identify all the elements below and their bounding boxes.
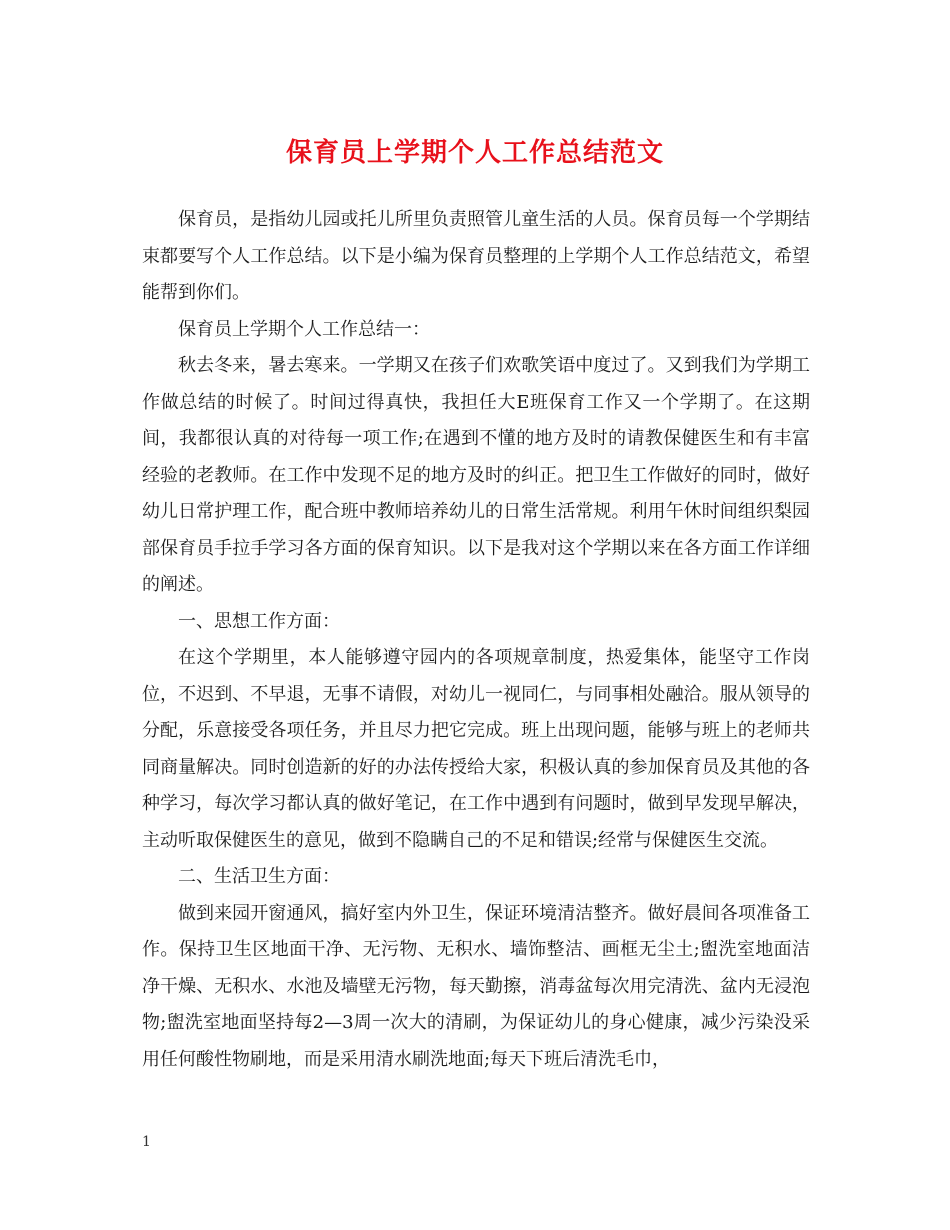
paragraph-heading-thought-work: 一、思想工作方面： — [178, 610, 340, 632]
page-number: 1 — [142, 1134, 151, 1150]
paragraph-hygiene: 做到来园开窗通风，搞好室内外卫生，保证环境清洁整齐。做好晨间各项准备工作。保持卫生区地面干净、无污物、无积水、墙饰整洁、画框无尘土;盥洗室地面洁净干燥、无积水、水池及墙壁无污物，每天勤擦，消毒盆每次用完清洗、盆内无浸泡物;盥洗室地面坚持每2—3周一次大的清刷，为保证幼儿的身心健康，减少污染没采用任何酸性物刷地，而是采用清水刷洗地面;每天下班后清洗毛巾， — [142, 902, 810, 1070]
document-body — [142, 202, 810, 1078]
paragraph-intro: 保育员，是指幼儿园或托儿所里负责照管儿童生活的人员。保育员每一个学期结束都要写个人工作总结。以下是小编为保育员整理的上学期个人工作总结范文，希望能帮到你们。 — [142, 209, 810, 303]
paragraph-heading-summary-one: 保育员上学期个人工作总结一： — [178, 318, 430, 340]
document-title: 保育员上学期个人工作总结范文 — [285, 138, 664, 168]
paragraph-heading-hygiene: 二、生活卫生方面： — [178, 866, 340, 887]
paragraph-overview: 秋去冬来，暑去寒来。一学期又在孩子们欢歌笑语中度过了。又到我们为学期工作做总结的时候了。时间过得真快，我担任大E班保育工作又一个学期了。在这期间，我都很认真的对待每一项工作;在遇到不懂的地方及时的请教保健医生和有丰富经验的老教师。在工作中发现不足的地方及时的纠正。把卫生工作做好的同时，做好幼儿日常护理工作，配合班中教师培养幼儿的日常生活常规。利用午休时间组织梨园部保育员手拉手学习各方面的保育知识。以下是我对这个学期以来在各方面工作详细的阐述。 — [142, 355, 810, 595]
paragraph-thought-work: 在这个学期里，本人能够遵守园内的各项规章制度，热爱集体，能坚守工作岗位，不迟到、不早退，无事不请假，对幼儿一视同仁，与同事相处融洽。服从领导的分配，乐意接受各项任务，并且尽力把它完成。班上出现问题，能够与班上的老师共同商量解决。同时创造新的好的办法传授给大家，积极认真的参加保育员及其他的各种学习，每次学习都认真的做好笔记，在工作中遇到有问题时，做到早发现早解决，主动听取保健医生的意见，做到不隐瞒自己的不足和错误;经常与保健医生交流。 — [142, 647, 810, 851]
